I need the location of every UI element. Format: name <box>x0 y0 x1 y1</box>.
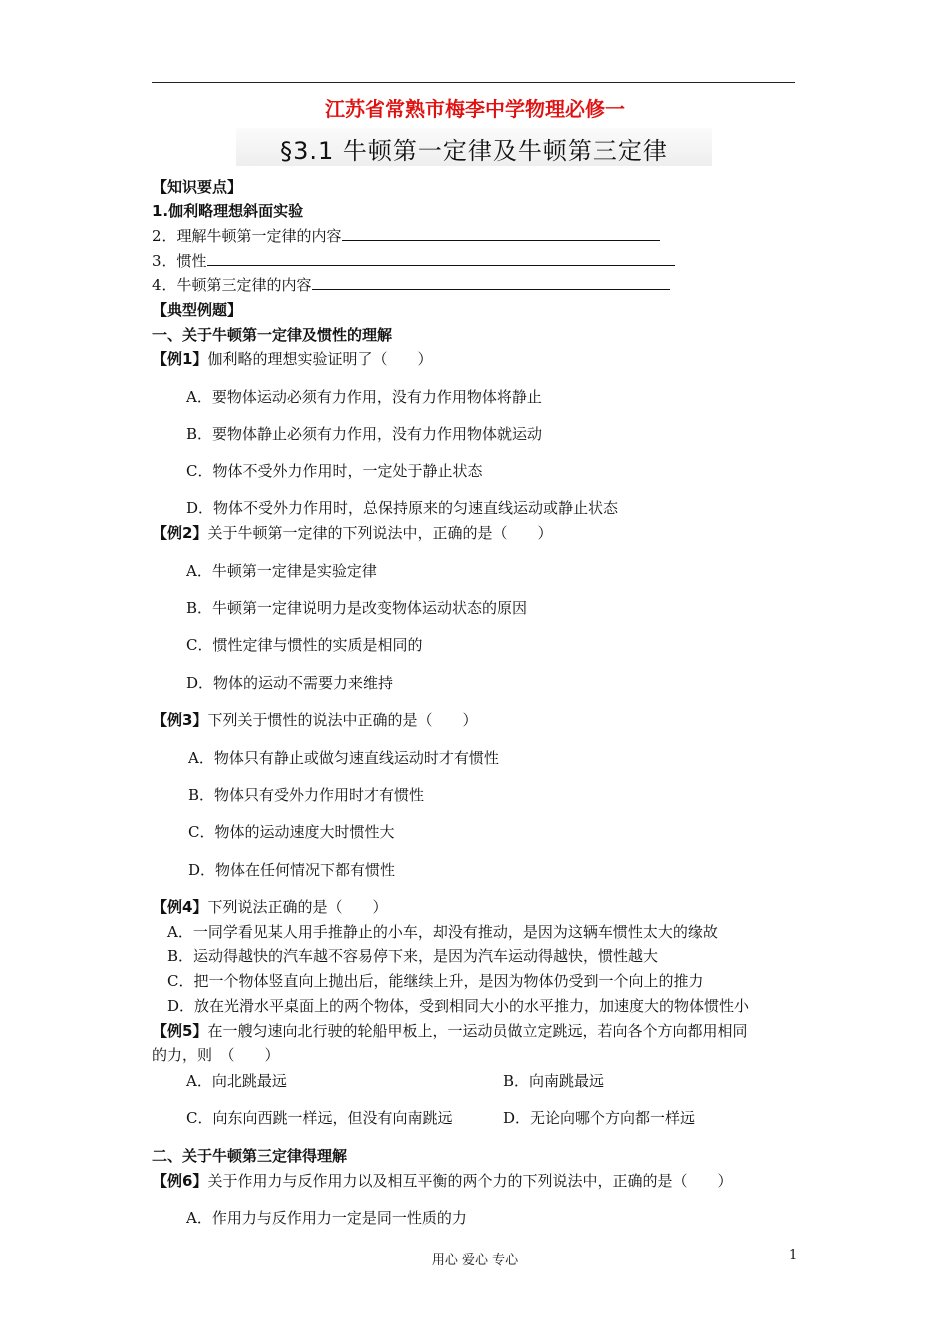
example-2-option-d: D．物体的运动不需要力来维持 <box>186 674 394 692</box>
lesson-title: §3.1 牛顿第一定律及牛顿第三定律 <box>280 137 668 165</box>
example-3-option-c: C．物体的运动速度大时惯性大 <box>188 823 395 841</box>
example-6-question: 关于作用力与反作用力以及相互平衡的两个力的下列说法中，正确的是（ ） <box>207 1172 733 1190</box>
example-3-question: 下列关于惯性的说法中正确的是（ ） <box>207 711 478 729</box>
example-4-option-c: C．把一个物体竖直向上抛出后，能继续上升，是因为物体仍受到一个向上的推力 <box>167 972 704 990</box>
example-4-option-a: A．一同学看见某人用手推静止的小车，却没有推动，是因为这辆车惯性太大的缘故 <box>167 923 718 941</box>
knowledge-item-2-text: 2．理解牛顿第一定律的内容 <box>152 227 342 245</box>
example-2-tag: 【例2】 <box>152 524 208 542</box>
example-2-option-c: C．惯性定律与惯性的实质是相同的 <box>186 636 423 654</box>
example-3-option-a: A．物体只有静止或做匀速直线运动时才有惯性 <box>188 749 499 767</box>
example-4-option-b: B．运动得越快的汽车越不容易停下来，是因为汽车运动得越快，惯性越大 <box>167 947 659 965</box>
example-4-question: 下列说法正确的是（ ） <box>207 898 388 916</box>
example-5-tag: 【例5】 <box>152 1022 208 1040</box>
example-1-option-a: A．要物体运动必须有力作用，没有力作用物体将静止 <box>186 388 542 406</box>
school-title: 江苏省常熟市梅李中学物理必修一 <box>325 97 625 121</box>
example-5-question-line1: 在一艘匀速向北行驶的轮船甲板上，一运动员做立定跳远，若向各个方向都用相同 <box>207 1022 748 1040</box>
footer-motto: 用心 爱心 专心 <box>431 1253 519 1268</box>
section1-heading: 一、关于牛顿第一定律及惯性的理解 <box>152 326 393 344</box>
example-6-option-a: A．作用力与反作用力一定是同一性质的力 <box>186 1209 467 1227</box>
example-3-stem <box>152 710 477 730</box>
examples-heading: 【典型例题】 <box>152 301 243 319</box>
example-1-stem <box>152 349 432 369</box>
example-3-option-d: D．物体在任何情况下都有惯性 <box>188 861 396 879</box>
example-4-stem <box>152 897 387 917</box>
example-5-option-a: A．向北跳最远 <box>186 1072 287 1090</box>
answer-blank[interactable] <box>207 251 675 266</box>
example-2-option-b: B．牛顿第一定律说明力是改变物体运动状态的原因 <box>186 599 528 617</box>
example-1-tag: 【例1】 <box>152 350 208 368</box>
example-5-question-line2: 的力，则 （ ） <box>152 1046 280 1064</box>
example-3-option-b: B．物体只有受外力作用时才有惯性 <box>188 786 425 804</box>
page-number: 1 <box>789 1248 798 1263</box>
example-1-option-d: D．物体不受外力作用时，总保持原来的匀速直线运动或静止状态 <box>186 499 619 517</box>
example-6-stem <box>152 1171 732 1191</box>
knowledge-item-3 <box>152 251 675 271</box>
knowledge-item-4 <box>152 275 670 295</box>
example-1-question: 伽利略的理想实验证明了（ ） <box>207 350 433 368</box>
example-5-stem <box>152 1021 747 1041</box>
answer-blank[interactable] <box>312 275 670 290</box>
example-2-question: 关于牛顿第一定律的下列说法中，正确的是（ ） <box>207 524 553 542</box>
section2-heading: 二、关于牛顿第三定律得理解 <box>152 1147 348 1165</box>
header-rule <box>152 82 795 83</box>
knowledge-item-4-text: 4．牛顿第三定律的内容 <box>152 276 312 294</box>
example-4-option-d: D．放在光滑水平桌面上的两个物体，受到相同大小的水平推力，加速度大的物体惯性小 <box>167 997 750 1015</box>
example-1-option-c: C．物体不受外力作用时，一定处于静止状态 <box>186 462 483 480</box>
example-5-option-b: B．向南跳最远 <box>503 1072 605 1090</box>
knowledge-heading: 【知识要点】 <box>152 178 243 196</box>
example-5-option-d: D．无论向哪个方向都一样远 <box>503 1109 696 1127</box>
example-2-stem <box>152 523 552 543</box>
example-3-tag: 【例3】 <box>152 711 208 729</box>
knowledge-item-2 <box>152 226 660 246</box>
example-2-option-a: A．牛顿第一定律是实验定律 <box>186 562 377 580</box>
example-6-tag: 【例6】 <box>152 1172 208 1190</box>
example-4-tag: 【例4】 <box>152 898 208 916</box>
example-5-option-c: C．向东向西跳一样远，但没有向南跳远 <box>186 1109 453 1127</box>
answer-blank[interactable] <box>342 226 660 241</box>
example-1-option-b: B．要物体静止必须有力作用，没有力作用物体就运动 <box>186 425 543 443</box>
knowledge-item-3-text: 3．惯性 <box>152 252 207 270</box>
knowledge-item-1: 1.伽利略理想斜面实验 <box>152 202 304 220</box>
